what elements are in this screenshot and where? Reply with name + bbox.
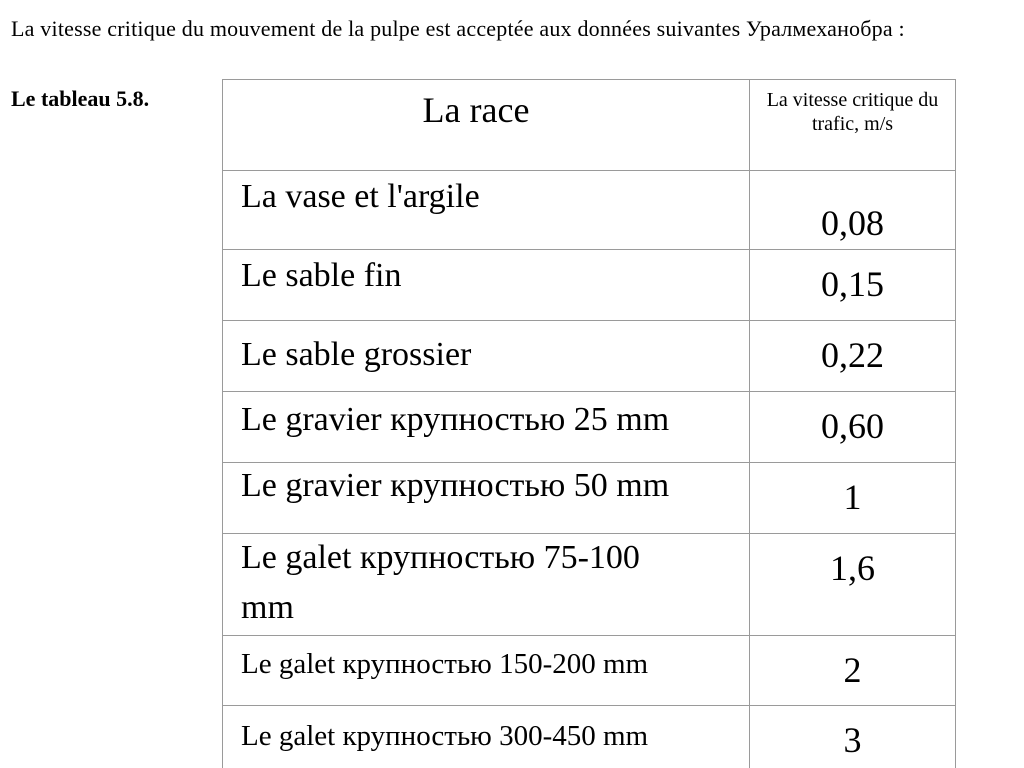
row-name-cell: Le galet крупностью 75-100 mm	[223, 534, 750, 636]
table-row	[223, 534, 956, 636]
table-row	[223, 171, 956, 250]
table-row	[223, 463, 956, 534]
header-critical-speed: La vitesse critique du trafic, m/s	[750, 80, 956, 171]
table-caption: Le tableau 5.8.	[11, 86, 150, 111]
row-name-cell: Le gravier крупностью 50 mm	[223, 463, 750, 534]
table-row	[223, 392, 956, 463]
row-value-cell: 0,60	[750, 392, 956, 463]
intro-paragraph: La vitesse critique du mouvement de la pulpe est acceptée aux données suivantes Уралмеханобра :	[11, 16, 905, 41]
table-row	[223, 636, 956, 706]
row-value-cell: 1,6	[750, 534, 956, 636]
row-name-cell: Le sable fin	[223, 250, 750, 321]
row-value-cell: 1	[750, 463, 956, 534]
table-row	[223, 321, 956, 392]
header-race: La race	[223, 80, 750, 171]
row-name-cell: La vase et l'argile	[223, 171, 750, 250]
row-value-cell: 0,15	[750, 250, 956, 321]
table-row	[223, 250, 956, 321]
table-header-row	[223, 80, 956, 171]
row-value-cell: 2	[750, 636, 956, 706]
row-name-cell: Le galet крупностью 300-450 mm	[223, 706, 750, 768]
row-name-cell: Le sable grossier	[223, 321, 750, 392]
critical-speed-table	[222, 79, 956, 768]
row-value-cell: 3	[750, 706, 956, 768]
row-name-cell: Le gravier крупностью 25 mm	[223, 392, 750, 463]
row-value-cell: 0,22	[750, 321, 956, 392]
row-value-cell: 0,08	[750, 171, 956, 250]
row-name-cell: Le galet крупностью 150-200 mm	[223, 636, 750, 706]
table-row	[223, 706, 956, 768]
